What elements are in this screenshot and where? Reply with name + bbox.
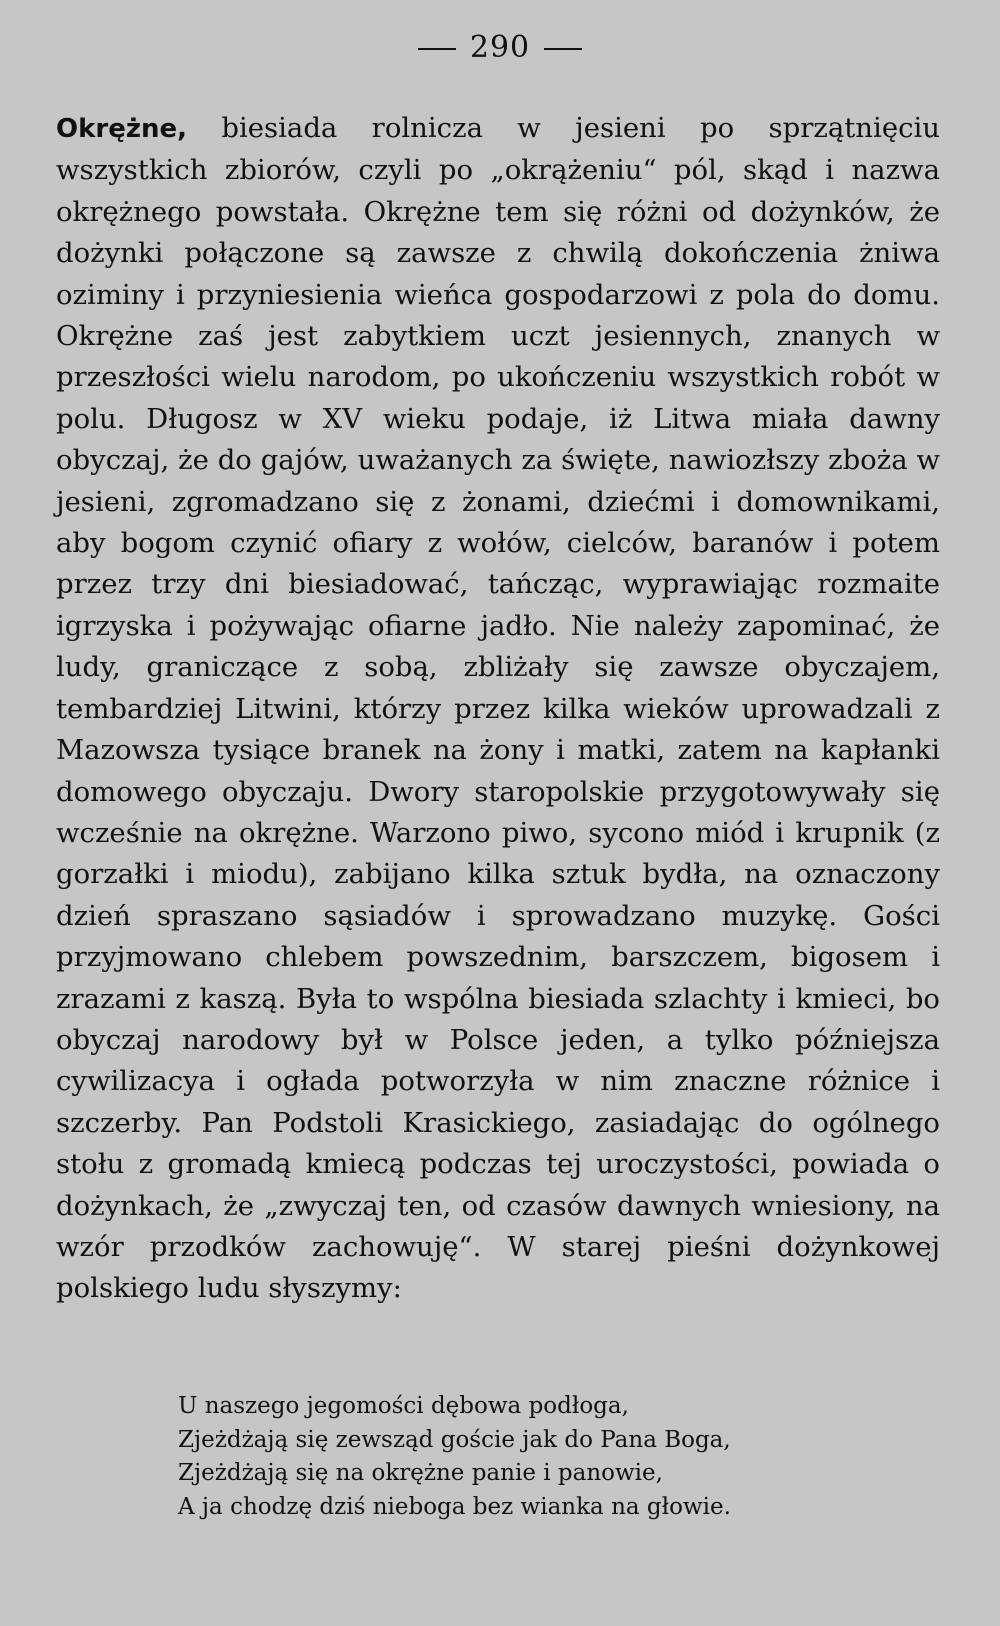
page-number: 290 (469, 30, 531, 65)
verse-block (178, 1390, 898, 1524)
verse-line: U naszego jegomości dębowa podłoga, (178, 1393, 629, 1419)
header-dash-right (544, 48, 582, 50)
page-header (0, 30, 1000, 65)
verse-line: Zjeżdżają się zewsząd goście jak do Pana Boga, (178, 1426, 731, 1453)
entry-text: biesiada rolnicza w jesieni po sprzątnięciu wszystkich zbiorów, czyli po „okrążeniu“ pól, skąd i nazwa okrężnego powstała. Okrężne tem się różni od dożynków, że dożynki połączone są zawsze z chwilą dokończenia żniwa oziminy i przyniesienia wieńca gospodarzowi z pola do domu. Okrężne zaś jest zabytkiem uczt jesiennych, znanych w przeszłości wielu narodom, po ukończeniu wszystkich robót w polu. Długosz w XV wieku podaje, iż Litwa miała dawny obyczaj, że do gajów, uważanych za święte, nawiozłszy zboża w jesieni, zgromadzano się z żonami, dziećmi i domownikami, aby bogom czynić ofiary z wołów, cielców, baranów i potem przez trzy dni biesiadować, tańcząc, wyprawiając rozmaite igrzyska i pożywając ofiarne jadło. Nie należy zapominać, że ludy, graniczące z sobą, zbliżały się zawsze obyczajem, tembardziej Litwini, którzy przez kilka wieków uprowadzali z Mazowsza tysiące branek na żony i matki, zatem na kapłanki domowego obyczaju. Dwory staropolskie przygotowywały się wcześnie na okrężne. Warzono piwo, sycono miód i krupnik (z gorzałki i miodu), zabijano kilka sztuk bydła, na oznaczony dzień spraszano sąsiadów i sprowadzano muzykę. Gości przyjmowano chlebem powszednim, barszczem, bigosem i zrazami z kaszą. Była to wspólna biesiada szlachty i kmieci, bo obyczaj narodowy był w Polsce jeden, a tylko późniejsza cywilizacya i ogłada potworzyła w nim znaczne różnice i szczerby. Pan Podstoli Krasickiego, zasiadając do ogólnego stołu z gromadą kmiecą podczas tej uroczystości, powiada o dożynkach, że „zwyczaj ten, od czasów dawnych wniesiony, na wzór przodków zachowuję“. W starej pieśni dożynkowej polskiego ludu słyszymy: (56, 112, 940, 1305)
verse-line: A ja chodzę dziś nieboga bez wianka na głowie. (178, 1493, 731, 1520)
entry-paragraph (56, 108, 940, 1310)
verse-line: Zjeżdżają się na okrężne panie i panowie, (178, 1460, 663, 1486)
entry-headword: Okrężne, (56, 114, 188, 144)
header-dash-left (418, 48, 456, 50)
